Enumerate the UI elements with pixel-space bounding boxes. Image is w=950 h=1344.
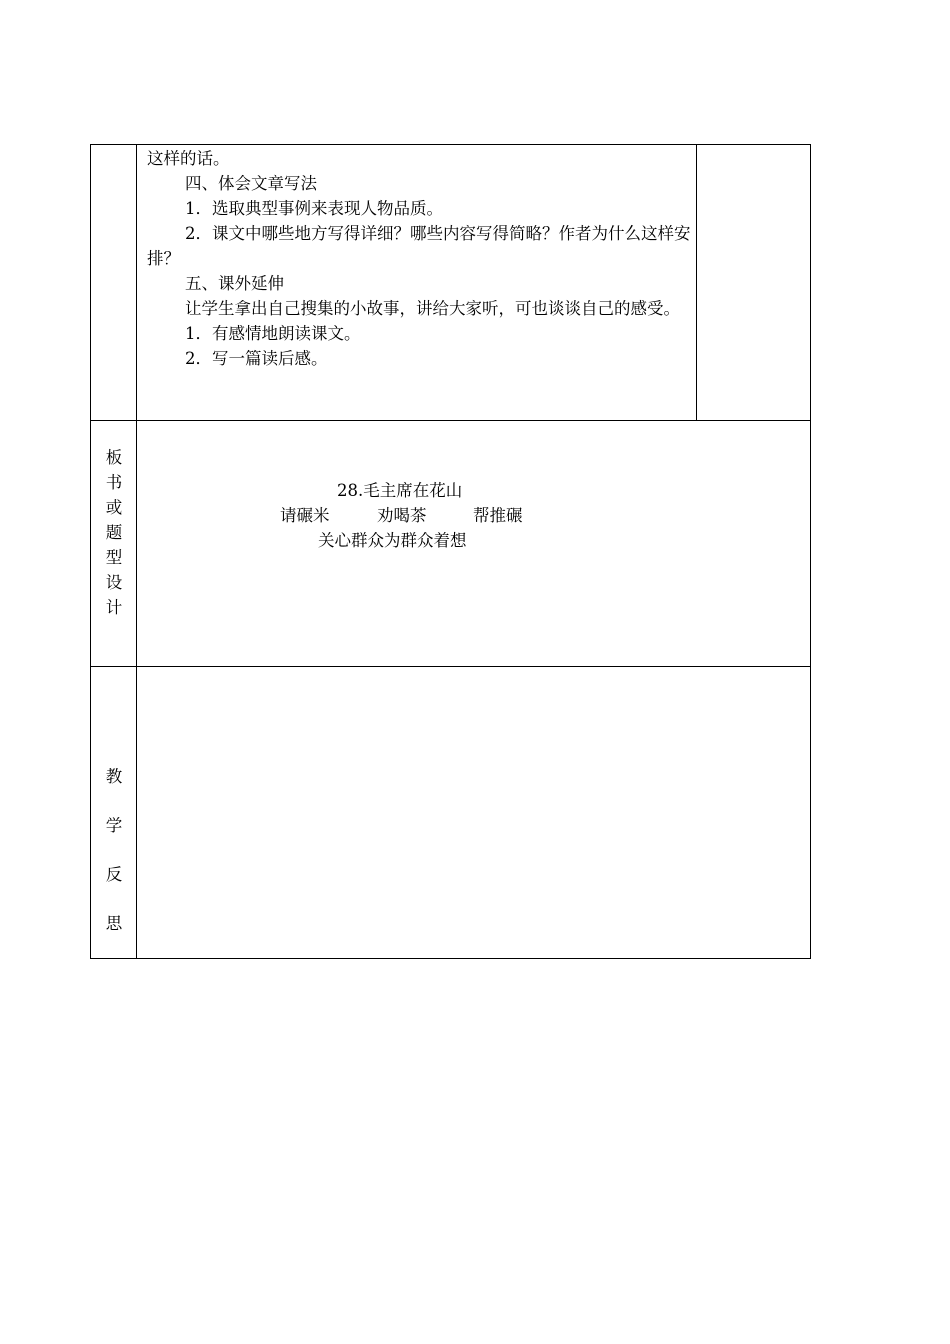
row-divider-2 bbox=[91, 666, 810, 667]
label-char: 型 bbox=[105, 548, 123, 567]
label-char: 反 bbox=[105, 865, 123, 884]
label-char: 教 bbox=[105, 767, 123, 786]
label-char: 板 bbox=[105, 448, 123, 467]
lesson-plan-table bbox=[90, 144, 811, 959]
row-divider-1 bbox=[91, 420, 810, 421]
label-char: 计 bbox=[105, 598, 123, 617]
content-line: 1．有感情地朗读课文。 bbox=[185, 324, 361, 343]
lesson-content bbox=[147, 146, 695, 371]
board-summary: 关心群众为群众着想 bbox=[318, 531, 467, 550]
content-line: 四、体会文章写法 bbox=[185, 174, 317, 193]
notes-column-divider bbox=[696, 145, 697, 420]
content-line: 2．写一篇读后感。 bbox=[185, 349, 328, 368]
board-item: 请碾米 bbox=[280, 506, 330, 525]
board-title: 28.毛主席在花山 bbox=[337, 481, 463, 500]
board-item: 劝喝茶 bbox=[377, 506, 427, 525]
label-char: 或 bbox=[105, 498, 123, 517]
label-char: 设 bbox=[105, 573, 123, 592]
label-char: 思 bbox=[105, 914, 123, 933]
content-line: 让学生拿出自己搜集的小故事，讲给大家听，可也谈谈自己的感受。 bbox=[185, 299, 680, 318]
content-line: 五、课外延伸 bbox=[185, 274, 284, 293]
content-line: 这样的话。 bbox=[147, 149, 230, 168]
content-line: 2．课文中哪些地方写得详细？哪些内容写得简略？作者为什么这样安排？ bbox=[147, 224, 691, 268]
teaching-reflection-label bbox=[91, 764, 137, 960]
label-char: 题 bbox=[105, 523, 123, 542]
content-line: 1．选取典型事例来表现人物品质。 bbox=[185, 199, 443, 218]
label-char: 书 bbox=[105, 473, 123, 492]
board-design-label bbox=[91, 445, 137, 620]
board-item: 帮推碾 bbox=[473, 506, 523, 525]
label-char: 学 bbox=[105, 816, 123, 835]
